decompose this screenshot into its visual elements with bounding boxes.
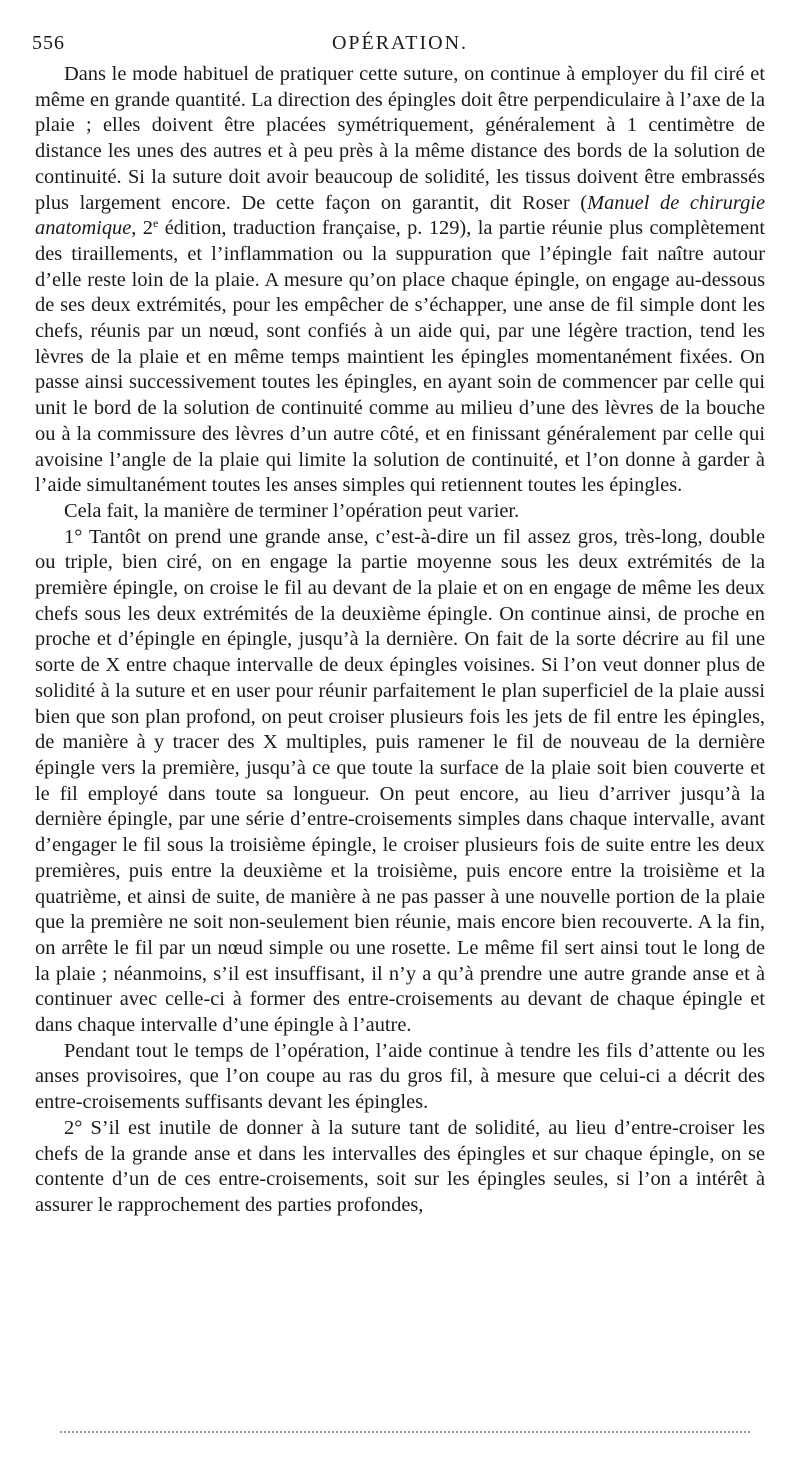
paragraph-assistant: Pendant tout le temps de l’opération, l’aide continue à tendre les fils d’attente ou les anses provisoires, que l’on coupe au ras du gros fil, à mesure que celui-ci a décrit des entre-croisements suffisants devant les épingles. [35,1039,765,1114]
paragraph-method-two: 2° S’il est inutile de donner à la suture tant de solidité, au lieu d’entre-croiser les chefs de la grande anse et dans les intervalles des épingles et sur chaque épingle, on se contente d’un de ces entre-croisements, soit sur les épingles seules, si l’on a intérêt à assurer le rapprochement des parties profondes, [35,1116,765,1216]
book-title: Manuel de chirurgie anatomique [35,191,766,240]
paragraph-text: édition, traduction française, p. 129), la partie réunie plus complètement des tiraillements, et l’inflammation ou la suppuration que l’épingle fait naître autour d’elle reste loin de la plaie. A mesure qu’on place chaque épingle, on engage au-dessous de ses deux extrémités, pour les empêcher de s’échapper, une anse de fil simple dont les chefs, réunis par un nœud, sont confiés à un aide qui, par une légère traction, tend les lèvres de la plaie et en même temps maintient les épingles momentanément fixées. On passe ainsi successivement toutes les épingles, en ayant soin de commencer par celle qui unit le bord de la solution de continuité comme au milieu d’une des lèvres de la bouche ou à la commissure des lèvres d’un autre côté, et en finissant généralement par celle qui avoisine l’angle de la plaie qui limite la solution de continuité, et l’on donne à garder à l’aide simultanément toutes les anses simples qui retiennent toutes les épingles. [35,217,765,497]
paragraph-method-one: 1° Tantôt on prend une grande anse, c’est-à-dire un fil assez gros, très-long, double ou triple, bien ciré, on en engage la partie moyenne sous les deux extrémités de la première épingle, on croise le fil au devant de la plaie et on en engage de même les deux chefs sous les deux extrémités de la deuxième épingle. On continue ainsi, de proche en proche et d’épingle en épingle, jusqu’à la dernière. On fait de la sorte décrire au fil une sorte de X entre chaque intervalle de deux épingles voisines. Si l’on veut donner plus de solidité à la suture et en user pour réunir parfaitement le plan superficiel de la plaie aussi bien que son plan profond, on peut croiser plusieurs fois les jets de fil entre les épingles, de manière à y tracer des X multiples, puis ramener le fil de nouveau de la dernière épingle vers la première, jusqu’à ce que toute la surface de la plaie soit bien couverte et le fil employé dans toute sa longueur. On peut encore, au lieu d’arriver jusqu’à la dernière épingle, par une série d’entre-croisements simples dans chaque intervalle, avant d’engager le fil sous la troisième épingle, le croiser plusieurs fois de suite entre les deux premières, puis entre la deuxième et la troisième, puis encore entre la troisième et la quatrième, et ainsi de suite, de manière à ne pas passer à une nouvelle portion de la plaie que la première ne soit non-seulement bien réunie, mais encore bien recouverte. A la fin, on arrête le fil par un nœud simple ou une rosette. Le même fil sert ainsi tout le long de la plaie ; néanmoins, s’il est insuffisant, il n’y a qu’à prendre une autre grande anse et à continuer avec celle-ci à former des entre-croisements au devant de chaque épingle et dans chaque intervalle d’une épingle à l’autre. [35,525,765,1037]
paragraph-text: Dans le mode habituel de pratiquer cette suture, on continue à employer du fil ciré et même en grande quantité. La direction des épingles doit être perpendiculaire à l’axe de la plaie ; elles doivent être placées symétriquement, généralement à 1 centimètre de distance les unes des autres et à peu près à la même distance des bords de la solution de continuité. Si la suture doit avoir beaucoup de solidité, les tissus doivent être embrassés plus largement encore. De cette façon on garantit, dit Roser ( [35,63,765,214]
page-header [30,32,770,62]
running-title: OPÉRATION. [331,32,469,54]
body-text [35,62,765,1219]
edition-superscript: e [153,216,159,231]
paragraph-ending-varies: Cela fait, la manière de terminer l’opération peut varier. [64,499,520,522]
page-number: 556 [32,32,65,54]
paragraph-text: , 2 [131,217,153,240]
bottom-divider [60,1431,750,1433]
paragraph-suture-method [35,62,765,499]
